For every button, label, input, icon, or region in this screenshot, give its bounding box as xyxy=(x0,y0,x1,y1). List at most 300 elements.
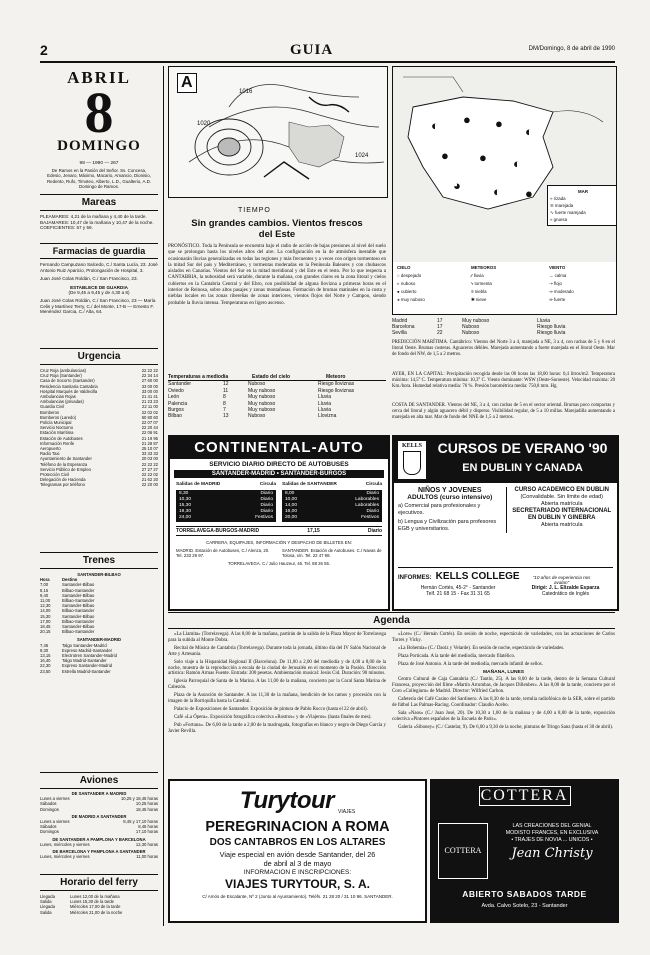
weather-symbol-icon: ◐ xyxy=(431,118,439,133)
agenda-item: Plaza de José Antonio. A la tarde del mediodía, mercado infantil de sellos. xyxy=(398,661,543,667)
aviones-list xyxy=(40,796,158,812)
farmacia-line: Juan José Colas Roldán, C./ San Francisco, 23. xyxy=(40,276,138,282)
urgencia-row-cell: Estación de Autobuses xyxy=(40,435,83,441)
ferry-section xyxy=(40,874,158,915)
tiempo-row-cell: 8 xyxy=(223,394,226,401)
tiempo-body: PRONÓSTICO. Toda la Península se encuentra bajo el radio de acción de bajas presiones al nivel del suelo que se prolongan hasta los niveles altos del aire. La configuración en la de atmósfera inestable que ocasionarán lluvias generalizadas en todas las regiones y más frecuentes y a veces con origen tormentoso en la mitad Sur del país y Mediterráneo, y tormentas moderadas en la Península Baleares y con chubascos aislados en Canarias. Vientos del Sur en la mitad meridional y del Este en el resto. Por lo que respecta a CANTABRIA, la nubosidad será variable, durante la mañana, con grandes claros en la zona litoral y cielos cubiertos en la Cantabria Central y del Ebro, con posibilidad de alguna llovizna a primeras horas en el interior de Reinosa, sobre altos pasajes y zonas montañosas. Formación de brumas matinales en la costa y nieblas locales en las zonas ribereñas de zonas interiores, vientos flojos del Norte y Campoo, siendo probable la lluvia intensa. Temperaturas en ligero ascenso. xyxy=(168,244,386,306)
weather-symbol-icon: ● xyxy=(525,186,533,201)
tiempo-row-cell: Llovizna xyxy=(318,413,337,420)
kells-right-line: Abierta matrícula xyxy=(540,501,583,507)
col-title: Salidas de MADRID xyxy=(176,482,221,487)
trenes-section xyxy=(40,552,158,674)
agenda-item: Café «La Ópera». Exposición fotográfica colectiva «Rostros» y de «Viajeros» (hasta finales de mes). xyxy=(174,714,372,720)
bus-row-cell: 15,30 xyxy=(179,503,192,508)
left-column xyxy=(40,66,158,926)
continental-schedules xyxy=(176,482,382,522)
sea-state-label: fuerte marejada xyxy=(554,210,586,215)
cottera-ad xyxy=(430,779,619,923)
legend-item: ⁄⁄ lluvia xyxy=(471,273,484,278)
kells-left-head: NIÑOS Y JOVENES xyxy=(417,487,482,494)
urgencia-row-cell: 33 00 00 xyxy=(141,388,158,394)
flight-row-cell: Lunes, miércoles y viernes xyxy=(40,854,90,860)
weather-symbol-icon: ◐ xyxy=(513,156,521,171)
weather-symbol-icon: ● xyxy=(463,112,471,127)
header-rule xyxy=(40,61,615,63)
turytour-line6: VIAJES TURYTOUR, S. A. xyxy=(225,877,370,891)
mar-legend xyxy=(547,185,617,226)
bus-row-cell: 16,00 xyxy=(285,509,298,514)
weather-symbol-icon: ◕ xyxy=(453,178,461,193)
month: ABRIL xyxy=(67,68,131,87)
continental-service: SERVICIO DIARIO DIRECTO DE AUTOBUSES xyxy=(209,461,349,468)
urgencia-row-cell: 33 33 33 xyxy=(141,451,158,457)
farmacias-section xyxy=(40,243,158,315)
agenda-item: Solo viaje a la Hispanidad Regional II (Barcelona). De 11,00 a 2,00 del mediodía y de 4,00 a 8,00 de la noche, muestra de la reproducción a escala de la ciudad de Jerusalén en el momento de la Pasión. Dirección artística: Ramón Armas Fuente. Entrada: 200 pesetas. Ambientación musical: Jesús Cid. Duración: 90 minutos. xyxy=(168,659,386,677)
sea-state: ≋ marejada xyxy=(550,203,574,208)
section-title: GUIA xyxy=(290,42,334,58)
urgencia-row-cell: 27 60 00 xyxy=(141,378,158,384)
trenes-list-a xyxy=(40,582,158,634)
aviones-body xyxy=(40,791,158,859)
legend-label: niebla xyxy=(474,289,487,294)
train-row-cell: Bilbao-Santander xyxy=(62,598,95,604)
train-row-cell: Santander-Bilbao xyxy=(62,603,95,609)
cottera-address: Avda. Calvo Sotelo, 23 - Santander xyxy=(481,903,568,909)
train-row-cell: Bilbao-Santander xyxy=(62,629,95,635)
legend-label: nuboso xyxy=(400,281,416,286)
train-row-cell: 23,50 xyxy=(40,668,51,674)
weather-map-section xyxy=(392,66,615,428)
divider xyxy=(40,194,158,195)
trenes-title: Trenes xyxy=(82,555,116,566)
aviones-list xyxy=(40,819,158,835)
ferry-row-cell: Llegada xyxy=(40,904,55,910)
legend-label: muy nuboso xyxy=(400,297,425,302)
urgencia-row-cell: Servicio Público de Empleo xyxy=(40,466,91,472)
cottera-taglines xyxy=(492,823,612,861)
th: Temperaturas a mediodía xyxy=(168,374,229,380)
kells-header xyxy=(394,437,617,483)
urgencia-row-cell: Información Renfe xyxy=(40,440,75,446)
legend-item: ⇒ moderado xyxy=(549,289,574,294)
bus-row xyxy=(285,515,379,521)
flight-row-cell: 11,00 horas xyxy=(136,854,158,860)
map-letter-a: A xyxy=(177,73,197,93)
legend-title: CIELO xyxy=(397,265,411,270)
turytour-logo xyxy=(170,787,425,815)
agenda-col-1 xyxy=(168,632,386,737)
train-row-cell: 22,30 xyxy=(40,663,51,669)
kells-footer xyxy=(398,567,613,597)
flight-row-cell: 12,30 horas xyxy=(135,841,158,847)
agenda-item: «La Bohemia» (C./ Daoiz y Velarde). En sesión de noche, espectáculo de variedades. xyxy=(398,645,565,651)
agenda-item: «La Llamita» (Torrelavega). A las 8,00 de la mañana, partirán de la salida de la Plaza Mayor de Torrelavega para la subida al Monte Dobra. xyxy=(168,632,386,643)
legend-label: moderado xyxy=(553,289,574,294)
kells-director: Dirigé: J. L. Elizalde Esparza xyxy=(531,585,600,591)
farmacias-body xyxy=(40,262,158,315)
flight-row-cell: Lunes, miércoles y viernes xyxy=(40,841,90,847)
continental-left xyxy=(176,482,276,522)
city-row-cell: Riesgo lluvia xyxy=(537,324,566,331)
urgencia-row-cell: 22 22 22 xyxy=(141,368,158,373)
continental-logo-bar xyxy=(170,437,388,459)
tiempo-row-cell: Bilbao xyxy=(168,413,182,420)
col-title: Salidas de SANTANDER xyxy=(282,482,337,487)
train-row-cell: Expreso Santander-Madrid xyxy=(62,663,113,669)
legend-item: ● cubierto xyxy=(397,289,417,294)
ferry-row-cell: Miércoles 21,00 de la noche xyxy=(70,909,123,915)
cottera-logo-box xyxy=(479,786,571,806)
flight-row-cell: 10,25 y 18,45 horas xyxy=(120,796,158,802)
sea-state-label: gruesa xyxy=(553,217,568,222)
city-row-cell: Nuboso xyxy=(462,330,480,337)
urgencia-row-cell: Ayuntamiento de Santander xyxy=(40,456,92,462)
urgencia-row-cell: Delegación de Hacienda xyxy=(40,477,86,483)
tiempo-row-cell: 13 xyxy=(223,413,229,420)
th: Estado del cielo xyxy=(252,374,291,380)
train-row-cell: 17,00 xyxy=(40,618,51,624)
urgencia-row-cell: 22 11 00 xyxy=(142,404,158,410)
agenda-item: Plaza de la Asunción de Santander. A las 11,30 de la mañana, bendición de los ramos y procesión con la imagen de la Borriquilla hasta la Catedral. xyxy=(168,693,386,705)
continental-logo: CONTINENTAL-AUTO xyxy=(194,439,364,456)
urgencia-row xyxy=(40,482,158,487)
bus-row xyxy=(179,515,273,521)
divider xyxy=(168,612,615,613)
kells-right-line: EN DUBLIN Y GINEBRA xyxy=(528,515,596,521)
urgencia-row-cell: 33 00 00 xyxy=(141,383,158,389)
urgencia-row-cell: 21 62 20 xyxy=(141,477,158,483)
train-row-cell: 9,30 xyxy=(40,647,49,653)
isobar-label: 1020 xyxy=(197,121,211,127)
urgencia-row-cell: 22 22 22 xyxy=(141,461,158,467)
cottera-logo: COTTERA xyxy=(480,787,569,804)
weather-symbol-icon: ● xyxy=(479,150,487,165)
pressure-map-svg xyxy=(169,67,387,197)
urgencia-row-cell: Policía Municipal xyxy=(40,420,72,426)
city-row xyxy=(392,330,615,336)
legend-cielo xyxy=(397,264,463,304)
farmacia-line: Fernando Campuzano Salcedo, C./ Santa Lucía, 23. José Antonio Ruiz Aparicio, Prolongación de Hospital, 3. xyxy=(40,262,158,273)
tiempo-row-cell: Palencia xyxy=(168,400,188,407)
aviones-section xyxy=(40,772,158,859)
legend-item: → calma xyxy=(549,273,567,278)
kells-promo: "10 años de experiencia nos avalan" xyxy=(532,575,591,585)
city-row-cell: Madrid xyxy=(392,318,408,324)
tiempo-row-cell: Riesgo lloviznas xyxy=(318,381,355,388)
tiempo-row-cell: Lluvia xyxy=(318,400,332,407)
legend-viento xyxy=(549,264,613,304)
saints-text: De Ramos en la Pasión del Señor. Ss. Concesa, Edesio, Jenaro, Máximo, Macario, Amancio, Dionisio, Redento, Rufo, Timoteo, Alberto, L.D., Gualterio, A.D. Domingo de Ramos. xyxy=(47,168,151,190)
divider xyxy=(506,487,507,533)
flight-row-cell: Sábados xyxy=(40,824,57,830)
tiempo-row-cell: Nuboso xyxy=(248,413,266,420)
city-row-cell: 17 xyxy=(437,318,443,324)
urgencia-row-cell: 22 07 07 xyxy=(141,420,158,426)
legend-label: despejado xyxy=(400,273,422,278)
aviones-list xyxy=(40,854,158,859)
urgencia-row-cell: Ambulancias (privadas) xyxy=(40,399,84,405)
weather-symbol-icon: ● xyxy=(495,116,503,131)
tiempo-row-cell: Muy nuboso xyxy=(248,394,276,401)
divider xyxy=(40,568,158,569)
train-row-cell: 12,30 xyxy=(40,603,51,609)
urgencia-row-cell: Bomberos (Laredo) xyxy=(40,414,77,420)
bus-row-cell: 10,00 xyxy=(285,497,298,502)
flight-row-cell: Domingos xyxy=(40,829,59,835)
urgencia-row-cell: Guardia Civil xyxy=(40,404,64,410)
bus-row-cell: Laborables xyxy=(355,503,379,508)
divider xyxy=(40,788,158,789)
city-row-cell: 22 xyxy=(437,330,443,337)
maritime-text: PREDICCIÓN MARÍTIMA. Cantábrico: Vientos del Norte 3 a 4, marejada a NE, 3 a 4, con rachas de 5 y 6 en el litoral Oeste. Brumas costeras. Aguaceros débiles. Marejada aumentando a fuerte marejada en el litoral Oeste. Mar de fondo del NW, de 1,5 a 2 metros. xyxy=(392,340,615,357)
kells-college: KELLS COLLEGE xyxy=(435,571,520,582)
tiempo-table-rows xyxy=(168,381,386,419)
legend-item: ⇢ flojo xyxy=(549,281,562,286)
map-legend xyxy=(392,262,617,315)
urgencia-row-cell: Teléfono de la Esperanza xyxy=(40,461,88,467)
cottera-emblem-text: COTTERA xyxy=(444,846,482,855)
page-number: 2 xyxy=(40,42,48,58)
urgencia-row-cell: 20 03 00 xyxy=(141,456,158,462)
train-row-cell: Expreso Madrid-Santander xyxy=(62,647,113,653)
tiempo-row-cell: Muy nuboso xyxy=(248,387,276,394)
bus-row-cell: 24,00 xyxy=(179,515,192,520)
kells-right-head: CURSO ACADEMICO EN DUBLIN xyxy=(514,487,609,493)
bus-row-cell: Diario xyxy=(260,491,273,496)
kells-right-line: SECRETARIADO INTERNACIONAL xyxy=(512,508,612,514)
weather-symbol-icon: ● xyxy=(441,148,449,163)
kells-logo xyxy=(398,441,426,479)
turytour-headline: PEREGRINACION A ROMA xyxy=(205,819,390,835)
divider xyxy=(40,348,158,349)
kells-director-title: Catedrático de Inglés xyxy=(541,591,590,597)
agenda-item: Iglesia Parroquial de Santa de la Marina. A las 11,00 de la mañana, concierto por la Coral Santa Marina de Cabezón. xyxy=(168,679,386,691)
train-row xyxy=(40,669,158,674)
urgencia-row-cell: 21 19 95 xyxy=(141,435,158,441)
tiempo-row-cell: León xyxy=(168,394,180,401)
day-number: 8 xyxy=(84,80,114,145)
tiempo-row-cell: Burgos xyxy=(168,407,184,414)
cottera-bottom: ABIERTO SABADOS TARDE xyxy=(462,889,587,899)
legend-title: VIENTO xyxy=(549,265,566,270)
office-madrid: MADRID. Estación de Autobuses, C./ Alenza, 20. Tel. 233 29 97. xyxy=(176,548,270,559)
urgencia-row-cell: Residencia Sanitaria Cantabria xyxy=(40,383,98,389)
pressure-map xyxy=(168,66,388,198)
aviones-subtitle: DE MADRID A SANTANDER xyxy=(71,813,127,819)
burgos-time: 17,15 xyxy=(307,528,320,534)
kells-right-line: (Convalidable. Sin límite de edad) xyxy=(520,494,604,500)
mar-title: MAR xyxy=(578,189,588,194)
continental-left-head xyxy=(176,482,276,488)
flight-row xyxy=(40,854,158,859)
kells-subtitle: EN DUBLIN Y CANADA xyxy=(462,462,583,474)
divider xyxy=(40,364,158,365)
kells-left xyxy=(398,487,502,533)
bus-row-cell: Diario xyxy=(366,509,379,514)
continental-burgos xyxy=(176,526,382,536)
train-row-cell: 18,45 xyxy=(40,624,51,630)
tiempo-row-cell: Santander xyxy=(168,381,192,388)
agenda-item: Sala «Naos» (C./ Juan José, 20). De 10,30 a 1,00 de la mañana y de 4,00 a 8,00 de la tarde, exposición colectiva «Pintores españoles de la Escuela de París». xyxy=(392,710,615,722)
kells-contact-row xyxy=(398,585,613,597)
turytour-logo-text: Turytour xyxy=(239,787,334,814)
train-row-cell: Bilbao-Santander xyxy=(62,608,95,614)
mareas-section xyxy=(40,194,158,231)
legend-item: ◐ nuboso xyxy=(397,281,416,286)
city-row-cell: Nuboso xyxy=(462,324,480,331)
trenes-subtitle-a: SANTANDER-BILBAO xyxy=(77,572,121,577)
aviones-subtitle: DE BARCELONA Y PAMPLONA A SANTANDER xyxy=(52,849,146,855)
urgencia-row-cell: 22 06 91 xyxy=(141,430,158,436)
turytour-line5: INFORMACION E INSCRIPCIONES: xyxy=(243,869,352,876)
urgencia-row-cell: 21 41 41 xyxy=(141,394,158,400)
agenda-item: MAÑANA, LUNES xyxy=(482,669,525,675)
tiempo-section xyxy=(168,66,386,428)
agenda-item: Galería «Siboney» (C./ Castelar, 9). De 6,00 a 9,30 de la noche, pinturas de Tringo Sanz (hasta el 30 de abril). xyxy=(398,724,614,730)
aviones-subtitle: DE SANTANDER A MADRID xyxy=(71,791,127,796)
column-divider xyxy=(163,66,164,926)
legend-item: ≡ niebla xyxy=(471,289,487,294)
agenda-section xyxy=(168,612,615,737)
urgencia-row-cell: Telegramas por teléfono xyxy=(40,482,85,488)
train-row-cell: 7,45 xyxy=(40,642,49,648)
urgencia-title: Urgencia xyxy=(77,351,121,362)
ferry-row-cell: Miércoles 17,00 de la tarde xyxy=(70,904,121,910)
urgencia-row-cell: Hospital Marqués de Valdecilla xyxy=(40,388,98,394)
train-row-cell: Talgo Santander-Madrid xyxy=(62,642,107,648)
flight-row-cell: Sábados xyxy=(40,801,57,807)
turytour-logo-sub: VIAJES xyxy=(338,809,356,815)
kells-contact xyxy=(398,585,518,597)
tiempo-label: TIEMPO xyxy=(238,207,271,214)
urgencia-row-cell: Radio Taxi xyxy=(40,451,60,457)
aviones-subtitle: DE SANTANDER A PAMPLONA Y BARCELONA xyxy=(52,836,146,842)
kells-address: Hernán Cortés, 45-2° - Santander xyxy=(420,585,496,591)
continental-right-rows xyxy=(282,490,382,522)
mareas-text: PLEAMARES: 4,21 de la mañana y 4,40 de la tarde. BAJAMARES: 10,47 de la mañana y 10,47 de la noche. COEFICIENTES: 57 y 59. xyxy=(40,214,154,231)
agenda-item: Centro Cultural de Caja Cantabria (C./ Tantín, 25). A las 8,00 de la tarde, dentro de la Semana Cultural Francesa, proyección del filme «Martín Arrumbas, de Jacques Dillenber». A las 8,00 de la tarde, concierto por el Coro «Collegium» de Madrid. Director: Wilfried Carbon. xyxy=(392,677,615,695)
train-row-cell: 16,40 xyxy=(40,658,51,664)
weather-symbol-icon: ◐ xyxy=(525,124,533,139)
tiempo-row-cell: 11 xyxy=(223,387,229,394)
office-santander: SANTANDER. Estación de Autobuses. C./ Navas de Tolosa, s/n. Tel. 22 47 98. xyxy=(282,548,382,559)
tiempo-row-cell: Muy nuboso xyxy=(248,400,276,407)
continental-footer-info: CARRERA, EQUIPAJES, INFORMACIÓN Y DESPACHO DE BILLETES EN: xyxy=(206,540,352,545)
kells-item: a) Comercial para profesionales y ejecutivos. xyxy=(398,503,481,516)
divider xyxy=(40,874,158,875)
urgencia-row-cell: 25 10 07 xyxy=(141,446,158,452)
sea-state-label: marejada xyxy=(554,203,574,208)
weekday: DOMINGO xyxy=(57,138,141,154)
kells-item: b) Lengua y Civilización para profesores EGB y universitarios. xyxy=(398,519,497,532)
urgencia-row-cell: Servicio Nocturno xyxy=(40,425,74,431)
day-counter: 98 — 1990 — 267 xyxy=(79,161,119,166)
burgos-route: TORRELAVEGA-BURGOS-MADRID xyxy=(176,528,260,534)
legend-label: fuerte xyxy=(553,297,566,302)
legend-item: ✱ nieve xyxy=(471,297,487,302)
mareas-title: Mareas xyxy=(81,197,117,208)
agenda-item: Cafetería del Café Casino del Sardinero. A las 8,30 de la tarde, tertulia radiofónica de la SER, sobre el partido de fútbol Las Palmas-Racing. Coordinador: Claudio Acebo. xyxy=(392,697,615,709)
col-destino: Destino xyxy=(62,577,78,583)
bus-row-cell: 8,00 xyxy=(285,491,295,496)
legend-title: METEOROS xyxy=(471,265,497,270)
cottera-brand: Jean Christy xyxy=(511,846,593,861)
legend-item: ϟ tormenta xyxy=(471,281,492,286)
train-row-cell: Electrotren Santander-Madrid xyxy=(62,653,117,659)
date-box xyxy=(40,66,158,194)
continental-right xyxy=(282,482,382,522)
tiempo-row-cell: 12 xyxy=(223,381,229,388)
aviones-list xyxy=(40,842,158,847)
kells-director-box xyxy=(518,585,613,597)
urgencia-row-cell: Bomberos xyxy=(40,409,60,415)
tiempo-row-cell: Lluvia xyxy=(318,407,332,414)
weather-symbol-icon: ◐ xyxy=(493,184,501,199)
urgencia-row-cell: 22 02 02 xyxy=(141,409,158,415)
sea-state: ∿ fuerte marejada xyxy=(550,210,586,215)
bus-row-cell: 8,30 xyxy=(179,491,189,496)
isobar-label: 1024 xyxy=(355,153,369,159)
divider xyxy=(168,628,615,629)
urgencia-row-cell: Casa de Socorro (Santander) xyxy=(40,378,95,384)
th: Meteoro xyxy=(326,374,346,380)
cottera-tagline: MODISTO FRANCES, EN EXCLUSIVA xyxy=(505,830,599,836)
city-table xyxy=(392,318,615,337)
agenda-columns xyxy=(168,632,615,737)
kells-phone: Telf. 21 68 15 - Fax 31 31 65 xyxy=(426,591,490,597)
ferry-row-cell: Llegada xyxy=(40,894,55,899)
bus-row-cell: 10,30 xyxy=(179,497,192,502)
train-row-cell: Talgo Madrid-Santander xyxy=(62,658,107,664)
divider xyxy=(40,210,158,211)
flight-row-cell: 17,10 horas xyxy=(135,829,158,835)
bus-row-cell: Festivos xyxy=(361,515,379,520)
flight-row-cell: Lunes a viernes xyxy=(40,819,70,825)
urgencia-row-cell: Aeropuerto xyxy=(40,446,61,452)
divider xyxy=(40,772,158,773)
train-row-cell: Estrella Madrid-Santander xyxy=(62,668,111,674)
agenda-col-2 xyxy=(392,632,615,737)
urgencia-row-cell: 21 28 87 xyxy=(141,440,158,446)
bus-row-cell: 14,00 xyxy=(285,503,298,508)
tiempo-row-cell: 7 xyxy=(223,407,226,414)
train-row-cell: 7,00 xyxy=(40,582,49,588)
cottera-tagline: LAS CREACIONES DEL GENIAL xyxy=(512,823,592,829)
tiempo-row xyxy=(168,413,386,419)
ferry-row-cell: Lunes 15,30 de la tarde xyxy=(70,899,115,905)
urgencia-section xyxy=(40,348,158,488)
office-torrelavega: TORRELAVEGA. C./ Julio Hauzeur, 46. Tel. 88 26 55. xyxy=(227,561,331,567)
train-row-cell: Santander-Bilbao xyxy=(62,592,95,598)
city-row-cell: Lluvia xyxy=(537,318,551,324)
urgencia-row-cell: 60 80 60 xyxy=(141,414,158,420)
train-row-cell: 15,30 xyxy=(40,613,51,619)
shield-icon xyxy=(403,451,421,475)
farmacia-line: Juan José Colas Roldán, C./ San Francisco, 23 — María Celis y Martínez Terry, C./ del Monte, 17-B — Ernesto F. Menéndez Garcia, C./ Alta, 64. xyxy=(40,297,156,315)
tiempo-table xyxy=(168,374,386,420)
agenda-item: «Lore» (C./ Hernán Cortés). En sesión de noche, espectáculo de variedades, con las actuaciones de Carlos Torres y Vicky. xyxy=(392,632,615,643)
aviones-title: Aviones xyxy=(79,775,119,786)
costa-text: COSTA DE SANTANDER. Vientos del NE, 3 a 4, con rachas de 5 en el sector oriental. Brumas poco compactas y cerca del litoral y algún aguacero débil y disperso. Visibilidad regular, de 5 a 10 millas. Marejadilla aumentando a marejada en alta mar. Mar de fondo del NNE de 1,5 a 2 metros. xyxy=(392,403,615,420)
kells-left-head: ADULTOS (curso intensivo) xyxy=(407,494,493,501)
col-title: Circula xyxy=(365,482,382,487)
legend-label: tormenta xyxy=(474,281,492,286)
train-row-cell: Santander-Bilbao xyxy=(62,613,95,619)
spain-map xyxy=(392,66,617,264)
train-row xyxy=(40,629,158,634)
tiempo-headline: Sin grandes cambios. Vientos frescos del Este xyxy=(191,218,363,240)
urgencia-row-cell: 22 20 00 xyxy=(141,482,158,488)
